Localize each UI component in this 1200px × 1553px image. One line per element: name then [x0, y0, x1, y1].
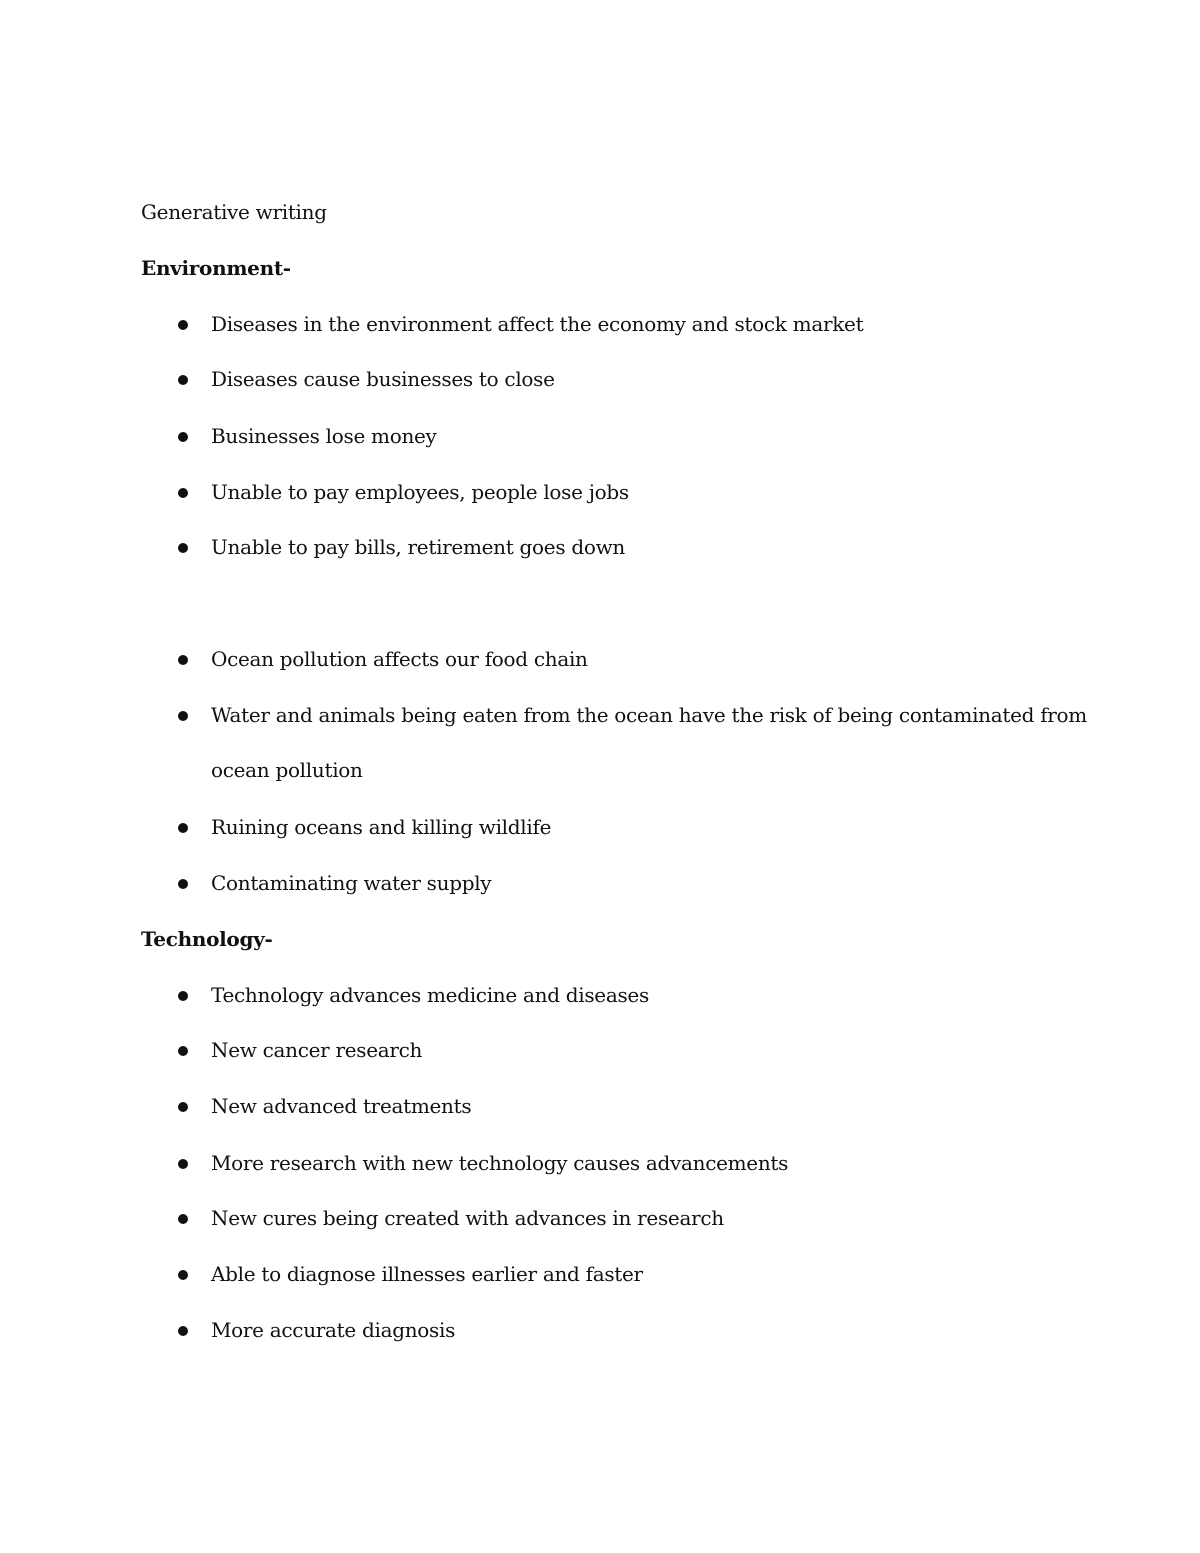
document-title: Generative writing [141, 200, 327, 224]
bullet-icon [178, 655, 188, 665]
bullet-icon [178, 1046, 188, 1056]
list-item: Unable to pay bills, retirement goes down [211, 535, 625, 559]
list-item: Businesses lose money [211, 424, 437, 448]
bullet-icon [178, 1326, 188, 1336]
bullet-icon [178, 488, 188, 498]
list-item: New advanced treatments [211, 1094, 472, 1118]
bullet-icon [178, 879, 188, 889]
list-item: More accurate diagnosis [211, 1318, 456, 1342]
bullet-icon [178, 711, 188, 721]
list-item: Technology advances medicine and diseases [211, 983, 649, 1007]
list-item: Water and animals being eaten from the ocean have the risk of being contaminated from [211, 703, 1087, 727]
list-item: Ocean pollution affects our food chain [211, 647, 588, 671]
bullet-icon [178, 320, 188, 330]
bullet-icon [178, 823, 188, 833]
bullet-icon [178, 1270, 188, 1280]
bullet-icon [178, 432, 188, 442]
list-item: New cures being created with advances in research [211, 1206, 724, 1230]
section-heading-technology: Technology- [141, 927, 273, 951]
bullet-icon [178, 1159, 188, 1169]
bullet-icon [178, 1214, 188, 1224]
list-item-continuation: ocean pollution [211, 758, 363, 782]
list-item: Contaminating water supply [211, 871, 492, 895]
list-item: Diseases cause businesses to close [211, 367, 555, 391]
list-item: Ruining oceans and killing wildlife [211, 815, 552, 839]
bullet-icon [178, 375, 188, 385]
list-item: Able to diagnose illnesses earlier and faster [211, 1262, 643, 1286]
bullet-icon [178, 543, 188, 553]
section-heading-environment: Environment- [141, 256, 291, 280]
list-item: Diseases in the environment affect the economy and stock market [211, 312, 864, 336]
bullet-icon [178, 1102, 188, 1112]
list-item: New cancer research [211, 1038, 423, 1062]
list-item: Unable to pay employees, people lose jobs [211, 480, 629, 504]
list-item: More research with new technology causes advancements [211, 1151, 789, 1175]
bullet-icon [178, 991, 188, 1001]
